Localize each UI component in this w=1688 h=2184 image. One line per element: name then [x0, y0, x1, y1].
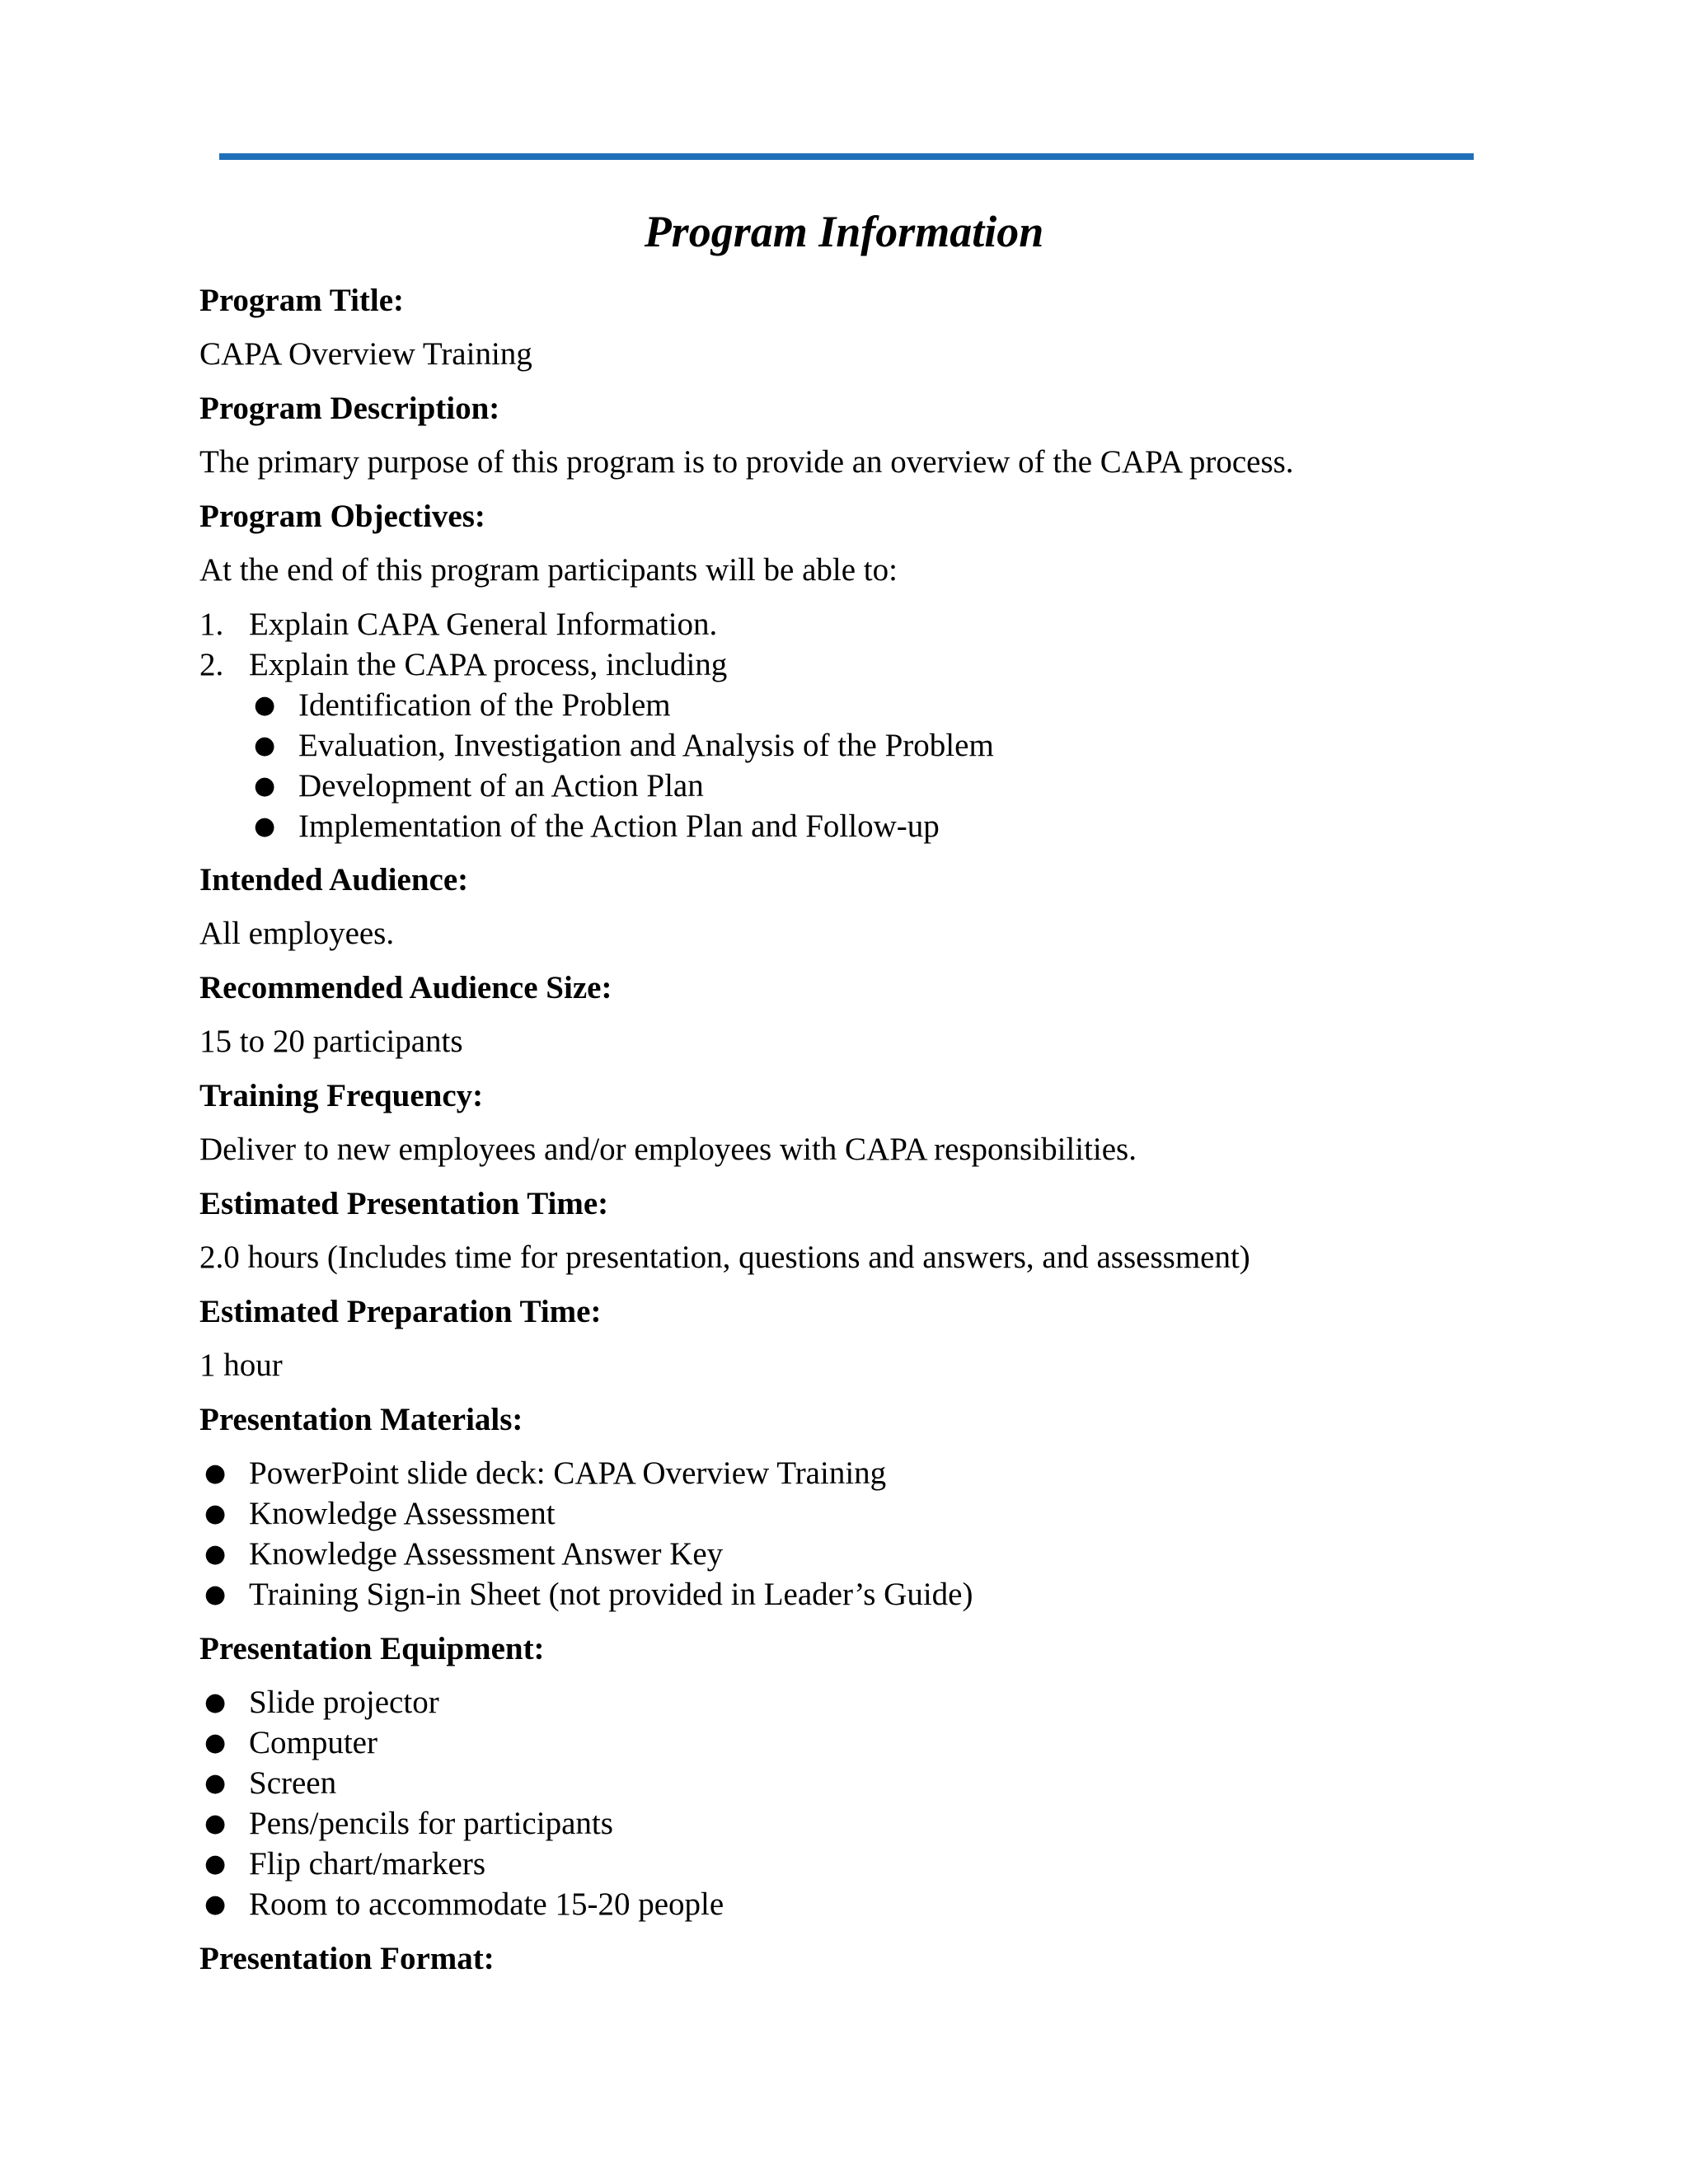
audience-size-value: 15 to 20 participants	[199, 1024, 463, 1059]
presentation-equipment-label: Presentation Equipment:	[199, 1631, 545, 1666]
sub-list-item-text: Identification of the Problem	[298, 687, 671, 723]
objective-item	[199, 604, 1485, 644]
sub-list-item	[249, 766, 1485, 806]
audience-size-label: Recommended Audience Size:	[199, 970, 612, 1005]
presentation-equipment-list	[199, 1682, 1485, 1924]
list-item	[199, 1803, 1485, 1844]
document-body	[199, 280, 1485, 1992]
list-item	[199, 1763, 1485, 1803]
list-item	[199, 1493, 1485, 1534]
objective-number: 2.	[199, 647, 224, 682]
presentation-materials-list	[199, 1453, 1485, 1615]
page-title: Program Information	[644, 207, 1044, 256]
list-item-text: Screen	[249, 1765, 337, 1801]
presentation-time-label: Estimated Presentation Time:	[199, 1186, 609, 1221]
objectives-list	[199, 604, 1485, 846]
bullet-icon: ●	[204, 1849, 227, 1878]
sub-list-item-text: Evaluation, Investigation and Analysis of the Problem	[298, 728, 994, 763]
training-frequency-value: Deliver to new employees and/or employees with CAPA responsibilities.	[199, 1132, 1137, 1167]
program-objectives-intro: At the end of this program participants will be able to:	[199, 552, 898, 588]
bullet-icon: ●	[204, 1890, 227, 1919]
list-item	[199, 1844, 1485, 1884]
program-objectives-label: Program Objectives:	[199, 499, 485, 534]
presentation-time-value: 2.0 hours (Includes time for presentation, questions and answers, and assessment)	[199, 1240, 1250, 1275]
program-description-value: The primary purpose of this program is to provide an overview of the CAPA process.	[199, 444, 1294, 480]
bullet-icon: ●	[254, 731, 276, 760]
presentation-materials-label: Presentation Materials:	[199, 1402, 523, 1437]
list-item-text: Room to accommodate 15-20 people	[249, 1886, 724, 1922]
presentation-format-label: Presentation Format:	[199, 1941, 495, 1976]
sub-list-item-text: Implementation of the Action Plan and Follow-up	[298, 808, 940, 844]
preparation-time-label: Estimated Preparation Time:	[199, 1294, 602, 1329]
list-item-text: Computer	[249, 1725, 377, 1760]
objective-item	[199, 644, 1485, 846]
training-frequency-label: Training Frequency:	[199, 1078, 484, 1113]
bullet-icon: ●	[204, 1688, 227, 1717]
bullet-icon: ●	[204, 1580, 227, 1609]
list-item	[199, 1722, 1485, 1763]
intended-audience-value: All employees.	[199, 916, 395, 951]
list-item-text: Pens/pencils for participants	[249, 1806, 613, 1841]
list-item-text: Knowledge Assessment Answer Key	[249, 1536, 724, 1572]
sub-list-item	[249, 685, 1485, 725]
intended-audience-label: Intended Audience:	[199, 862, 469, 898]
program-title-label: Program Title:	[199, 283, 405, 318]
bullet-icon: ●	[254, 691, 276, 719]
objective-sub-list	[249, 685, 1485, 846]
bullet-icon: ●	[204, 1499, 227, 1528]
list-item-text: PowerPoint slide deck: CAPA Overview Training	[249, 1455, 887, 1491]
objective-text: Explain the CAPA process, including	[249, 647, 728, 682]
list-item	[199, 1534, 1485, 1574]
header-rule	[219, 153, 1474, 160]
bullet-icon: ●	[204, 1769, 227, 1797]
program-title-value: CAPA Overview Training	[199, 336, 532, 372]
list-item-text: Slide projector	[249, 1685, 439, 1720]
bullet-icon: ●	[254, 771, 276, 800]
list-item	[199, 1682, 1485, 1722]
bullet-icon: ●	[204, 1728, 227, 1757]
sub-list-item	[249, 725, 1485, 766]
list-item-text: Knowledge Assessment	[249, 1496, 556, 1531]
bullet-icon: ●	[204, 1459, 227, 1488]
program-description-label: Program Description:	[199, 391, 500, 426]
objective-number: 1.	[199, 607, 224, 642]
list-item-text: Flip chart/markers	[249, 1846, 485, 1882]
bullet-icon: ●	[204, 1540, 227, 1568]
sub-list-item	[249, 806, 1485, 846]
bullet-icon: ●	[254, 812, 276, 841]
objective-text: Explain CAPA General Information.	[249, 607, 718, 642]
list-item	[199, 1453, 1485, 1493]
sub-list-item-text: Development of an Action Plan	[298, 768, 704, 804]
preparation-time-value: 1 hour	[199, 1347, 283, 1383]
bullet-icon: ●	[204, 1809, 227, 1838]
list-item	[199, 1574, 1485, 1615]
list-item	[199, 1884, 1485, 1924]
list-item-text: Training Sign-in Sheet (not provided in Leader’s Guide)	[249, 1577, 973, 1612]
